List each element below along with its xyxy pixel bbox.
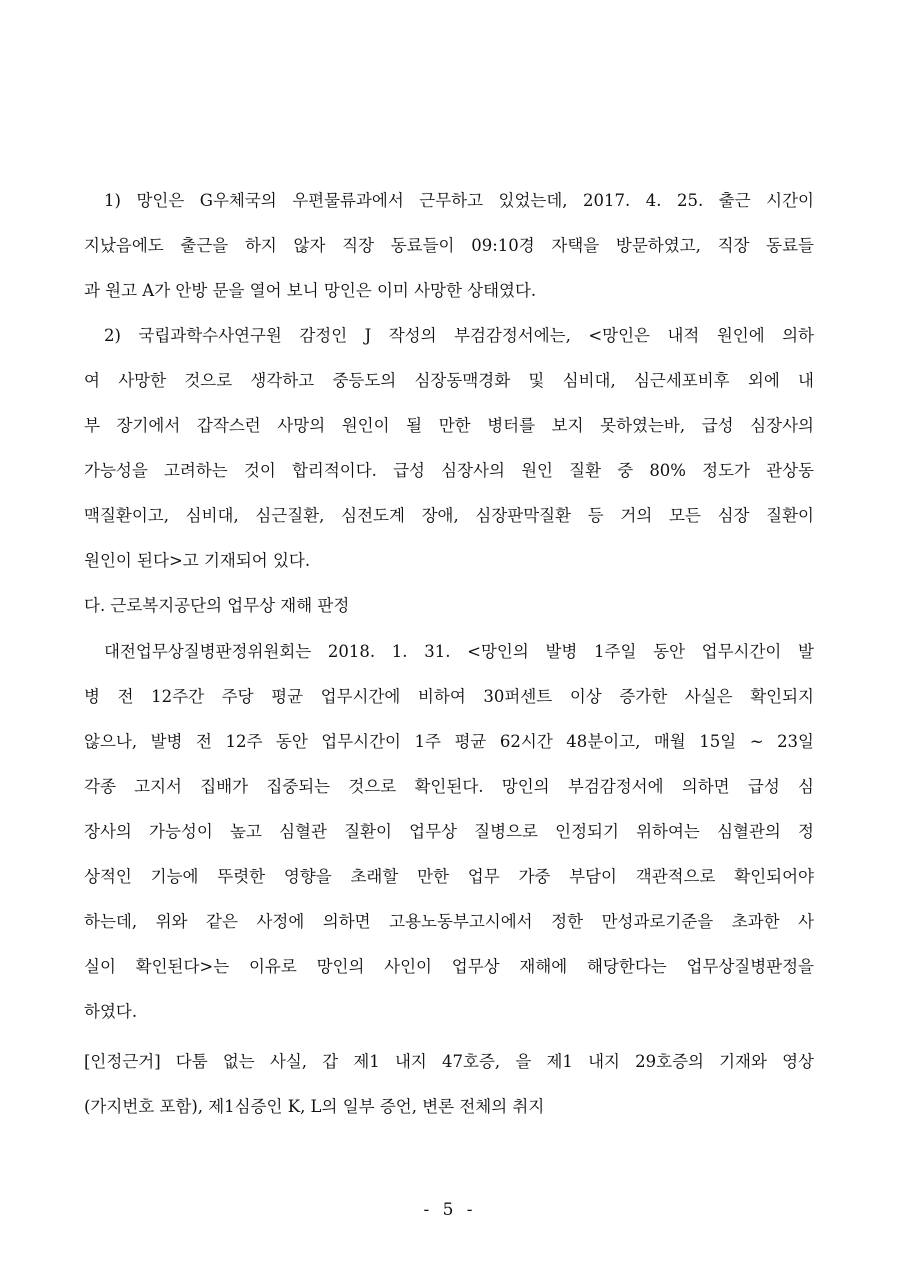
text-line: 부 장기에서 갑작스런 사망의 원인이 될 만한 병터를 보지 못하였는바, 급성 심장사의 — [84, 416, 814, 435]
text-line: 않으나, 발병 전 12주 동안 업무시간이 1주 평균 62시간 48분이고, 매월 15일 ~ 23일 — [84, 732, 814, 751]
text-line: 하였다. — [84, 1002, 138, 1021]
text-line: 가능성을 고려하는 것이 합리적이다. 급성 심장사의 원인 질환 중 80% 정도가 관상동 — [84, 461, 814, 480]
text-line: 1) 망인은 G우체국의 우편물류과에서 근무하고 있었는데, 2017. 4. 25. 출근 시간이 — [104, 191, 814, 210]
text-line: 맥질환이고, 심비대, 심근질환, 심전도계 장애, 심장판막질환 등 거의 모든 심장 질환이 — [84, 506, 814, 525]
text-line: 과 원고 A가 안방 문을 열어 보니 망인은 이미 사망한 상태였다. — [84, 281, 537, 300]
text-line: 지났음에도 출근을 하지 않자 직장 동료들이 09:10경 자택을 방문하였고, 직장 동료들 — [84, 236, 814, 255]
text-line: 병 전 12주간 주당 평균 업무시간에 비하여 30퍼센트 이상 증가한 사실은 확인되지 — [84, 687, 814, 706]
text-line: [인정근거] 다툼 없는 사실, 갑 제1 내지 47호증, 을 제1 내지 29호증의 기재와 영상 — [84, 1052, 814, 1071]
text-line: 2) 국립과학수사연구원 감정인 J 작성의 부검감정서에는, <망인은 내적 원인에 의하 — [104, 326, 814, 345]
text-line: (가지번호 포함), 제1심증인 K, L의 일부 증언, 변론 전체의 취지 — [84, 1097, 545, 1116]
text-line: 각종 고지서 집배가 집중되는 것으로 확인된다. 망인의 부검감정서에 의하면 급성 심 — [84, 777, 814, 796]
text-line: 대전업무상질병판정위원회는 2018. 1. 31. <망인의 발병 1주일 동안 업무시간이 발 — [104, 642, 814, 661]
text-line: 실이 확인된다>는 이유로 망인의 사인이 업무상 재해에 해당한다는 업무상질병판정을 — [84, 957, 814, 976]
page-number: - 5 - — [423, 1200, 477, 1220]
text-line: 하는데, 위와 같은 사정에 의하면 고용노동부고시에서 정한 만성과로기준을 초과한 사 — [84, 912, 814, 931]
text-line: 원인이 된다>고 기재되어 있다. — [84, 551, 311, 570]
text-line: 장사의 가능성이 높고 심혈관 질환이 업무상 질병으로 인정되기 위하여는 심혈관의 정 — [84, 822, 814, 841]
text-line: 상적인 기능에 뚜렷한 영향을 초래할 만한 업무 가중 부담이 객관적으로 확인되어야 — [84, 867, 814, 886]
section-heading: 다. 근로복지공단의 업무상 재해 판정 — [84, 596, 350, 615]
text-line: 여 사망한 것으로 생각하고 중등도의 심장동맥경화 및 심비대, 심근세포비후 외에 내 — [84, 371, 814, 390]
